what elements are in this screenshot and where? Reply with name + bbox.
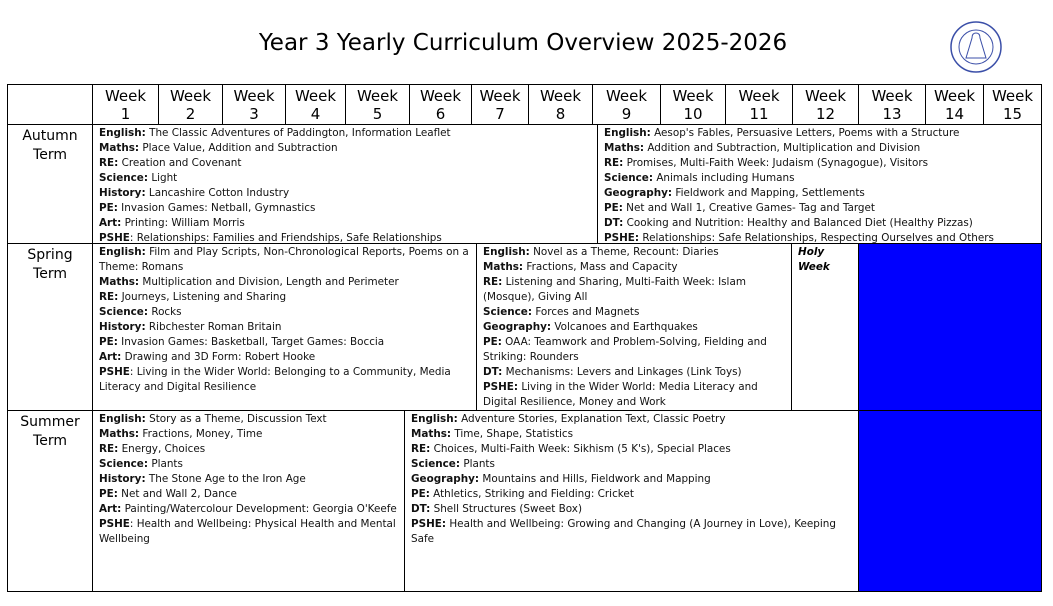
week-number: 13 bbox=[882, 105, 902, 123]
subject-entry bbox=[99, 216, 591, 231]
autumn-first-half bbox=[93, 125, 598, 244]
subject-name: Geography: bbox=[604, 187, 673, 199]
subject-name: Science: bbox=[99, 458, 149, 470]
subject-topics: Athletics, Striking and Fielding: Cricket bbox=[429, 488, 634, 500]
page-title: Year 3 Yearly Curriculum Overview 2025-2026 bbox=[258, 30, 788, 56]
subject-name: Science: bbox=[604, 172, 654, 184]
subject-entry bbox=[411, 412, 852, 427]
subject-name: PSHE: bbox=[411, 518, 447, 530]
subject-name: English: bbox=[99, 413, 146, 425]
subject-entry bbox=[483, 275, 785, 305]
subject-name: English: bbox=[411, 413, 458, 425]
week-header-1 bbox=[93, 85, 159, 125]
subject-entry bbox=[604, 141, 1035, 156]
subject-topics: Painting/Watercolour Development: Georgia O'Keefe bbox=[121, 503, 397, 515]
subject-name: Science: bbox=[411, 458, 461, 470]
week-number: 11 bbox=[749, 105, 769, 123]
subject-name: English: bbox=[99, 127, 146, 139]
subject-topics: OAA: Teamwork and Problem-Solving, Fielding and Striking: Rounders bbox=[483, 336, 767, 363]
subject-entry bbox=[604, 156, 1035, 171]
school-crest-logo bbox=[950, 21, 1002, 73]
subject-name: PE: bbox=[99, 488, 118, 500]
subject-entry bbox=[411, 487, 852, 502]
subject-entry bbox=[99, 171, 591, 186]
subject-entry bbox=[411, 427, 852, 442]
subject-topics: Lancashire Cotton Industry bbox=[145, 187, 290, 199]
subject-topics: : Health and Wellbeing: Physical Health and Mental Wellbeing bbox=[99, 518, 396, 545]
week-number: 14 bbox=[944, 105, 965, 123]
week-header-2 bbox=[159, 85, 223, 125]
subject-entry bbox=[99, 517, 398, 547]
week-number: 15 bbox=[1002, 105, 1023, 123]
subject-topics: Film and Play Scripts, Non-Chronological Reports, Poems on a Theme: Romans bbox=[99, 246, 469, 273]
subject-topics: Journeys, Listening and Sharing bbox=[118, 291, 287, 303]
subject-entry bbox=[99, 186, 591, 201]
week-number: 9 bbox=[621, 105, 632, 123]
week-header-9 bbox=[593, 85, 661, 125]
subject-topics: Invasion Games: Basketball, Target Games: Boccia bbox=[117, 336, 385, 348]
subject-entry bbox=[483, 365, 785, 380]
subject-name: RE: bbox=[604, 157, 624, 169]
subject-name: PE: bbox=[483, 336, 502, 348]
subject-topics: : Living in the Wider World: Belonging to a Community, Media Literacy and Digital Resilience bbox=[99, 366, 451, 393]
subject-name: PSHE: bbox=[604, 232, 640, 244]
week-label: Week bbox=[804, 87, 847, 105]
term-name: Summer bbox=[20, 414, 80, 430]
subject-topics: Fractions, Mass and Capacity bbox=[523, 261, 678, 273]
subject-topics: Fractions, Money, Time bbox=[139, 428, 263, 440]
week-label: Week bbox=[672, 87, 714, 105]
week-header-10 bbox=[661, 85, 726, 125]
week-header-7 bbox=[472, 85, 529, 125]
autumn-second-half bbox=[598, 125, 1041, 244]
subject-entry bbox=[99, 472, 398, 487]
subject-topics: Plants bbox=[460, 458, 495, 470]
subject-name: Science: bbox=[99, 172, 149, 184]
subject-entry bbox=[99, 427, 398, 442]
week-number: 5 bbox=[372, 105, 383, 123]
subject-entry bbox=[99, 201, 591, 216]
subject-topics: Choices, Multi-Faith Week: Sikhism (5 K's), Special Places bbox=[430, 443, 731, 455]
week-label: Week bbox=[356, 87, 399, 105]
summer-first-half bbox=[93, 411, 405, 591]
subject-name: Maths: bbox=[99, 142, 140, 154]
subject-topics: Energy, Choices bbox=[118, 443, 206, 455]
holy-week-label: Week bbox=[798, 261, 830, 273]
subject-name: PE: bbox=[99, 336, 118, 348]
autumn-term-label bbox=[8, 125, 93, 244]
subject-entry bbox=[99, 457, 398, 472]
subject-topics: Plants bbox=[148, 458, 183, 470]
subject-topics: Volcanoes and Earthquakes bbox=[551, 321, 698, 333]
week-header-6 bbox=[410, 85, 472, 125]
subject-name: DT: bbox=[483, 366, 503, 378]
subject-name: Art: bbox=[99, 217, 122, 229]
subject-name: History: bbox=[99, 321, 146, 333]
subject-name: Maths: bbox=[411, 428, 452, 440]
subject-entry bbox=[483, 380, 785, 410]
subject-name: Maths: bbox=[604, 142, 645, 154]
subject-name: Maths: bbox=[483, 261, 524, 273]
subject-topics: Net and Wall 2, Dance bbox=[117, 488, 237, 500]
subject-name: DT: bbox=[411, 503, 431, 515]
week-label: Week bbox=[479, 87, 521, 105]
subject-entry bbox=[411, 457, 852, 472]
week-header-3 bbox=[223, 85, 286, 125]
subject-topics: Fieldwork and Mapping, Settlements bbox=[672, 187, 865, 199]
subject-topics: Aesop's Fables, Persuasive Letters, Poems with a Structure bbox=[650, 127, 960, 139]
week-header-11 bbox=[726, 85, 793, 125]
week-label: Week bbox=[738, 87, 780, 105]
subject-topics: Drawing and 3D Form: Robert Hooke bbox=[121, 351, 316, 363]
subject-topics: Animals including Humans bbox=[653, 172, 795, 184]
subject-name: PE: bbox=[411, 488, 430, 500]
subject-name: History: bbox=[99, 187, 146, 199]
subject-entry bbox=[604, 216, 1035, 231]
week-number: 10 bbox=[683, 105, 703, 123]
subject-name: English: bbox=[604, 127, 651, 139]
subject-name: PSHE bbox=[99, 518, 130, 530]
subject-name: PSHE bbox=[99, 366, 130, 378]
week-label: Week bbox=[169, 87, 212, 105]
term-word: Term bbox=[33, 266, 67, 282]
subject-topics: The Stone Age to the Iron Age bbox=[145, 473, 306, 485]
subject-topics: Rocks bbox=[148, 306, 182, 318]
subject-entry bbox=[99, 320, 470, 335]
holy-week-cell bbox=[792, 244, 859, 411]
week-header-12 bbox=[793, 85, 859, 125]
subject-entry bbox=[99, 126, 591, 141]
week-label: Week bbox=[871, 87, 913, 105]
subject-entry bbox=[99, 502, 398, 517]
subject-entry bbox=[483, 335, 785, 365]
subject-name: History: bbox=[99, 473, 146, 485]
summer-blank-block bbox=[859, 411, 1041, 591]
subject-topics: Cooking and Nutrition: Healthy and Balanced Diet (Healthy Pizzas) bbox=[623, 217, 973, 229]
subject-topics: Listening and Sharing, Multi-Faith Week: Islam (Mosque), Giving All bbox=[483, 276, 746, 303]
week-label: Week bbox=[104, 87, 147, 105]
subject-entry bbox=[483, 320, 785, 335]
spring-term-label bbox=[8, 244, 93, 411]
spring-first-half bbox=[93, 244, 477, 411]
subject-topics: Ribchester Roman Britain bbox=[145, 321, 282, 333]
subject-entry bbox=[99, 442, 398, 457]
subject-topics: Mechanisms: Levers and Linkages (Link Toys) bbox=[502, 366, 742, 378]
week-header-14 bbox=[926, 85, 984, 125]
term-word: Term bbox=[33, 433, 67, 449]
week-label: Week bbox=[294, 87, 337, 105]
subject-topics: Time, Shape, Statistics bbox=[451, 428, 574, 440]
subject-topics: Adventure Stories, Explanation Text, Classic Poetry bbox=[457, 413, 726, 425]
subject-entry bbox=[604, 126, 1035, 141]
subject-topics: Mountains and Hills, Fieldwork and Mapping bbox=[479, 473, 711, 485]
subject-name: Maths: bbox=[99, 276, 140, 288]
week-number: 6 bbox=[435, 105, 446, 123]
subject-topics: Multiplication and Division, Length and Perimeter bbox=[139, 276, 399, 288]
subject-entry bbox=[483, 245, 785, 260]
week-number: 2 bbox=[185, 105, 196, 123]
subject-topics: Creation and Covenant bbox=[118, 157, 242, 169]
subject-entry bbox=[99, 305, 470, 320]
subject-topics: Invasion Games: Netball, Gymnastics bbox=[117, 202, 316, 214]
week-label: Week bbox=[605, 87, 648, 105]
subject-name: Art: bbox=[99, 503, 122, 515]
week-label: Week bbox=[991, 87, 1034, 105]
subject-topics: Forces and Magnets bbox=[532, 306, 640, 318]
spring-second-half bbox=[477, 244, 792, 411]
subject-entry bbox=[604, 171, 1035, 186]
subject-topics: Light bbox=[148, 172, 178, 184]
subject-name: PSHE: bbox=[483, 381, 519, 393]
subject-name: English: bbox=[99, 246, 146, 258]
subject-topics: Living in the Wider World: Media Literacy and Digital Resilience, Money and Work bbox=[483, 381, 758, 408]
week-header-5 bbox=[346, 85, 410, 125]
subject-topics: Printing: William Morris bbox=[121, 217, 245, 229]
subject-name: Maths: bbox=[99, 428, 140, 440]
subject-name: PE: bbox=[99, 202, 118, 214]
subject-entry bbox=[483, 260, 785, 275]
subject-name: RE: bbox=[99, 443, 119, 455]
subject-entry bbox=[99, 335, 470, 350]
subject-entry bbox=[99, 365, 470, 395]
subject-entry bbox=[99, 290, 470, 305]
subject-entry bbox=[99, 350, 470, 365]
subject-name: RE: bbox=[99, 157, 119, 169]
subject-topics: Story as a Theme, Discussion Text bbox=[145, 413, 327, 425]
subject-topics: The Classic Adventures of Paddington, Information Leaflet bbox=[145, 127, 451, 139]
holy-week-label: Holy bbox=[798, 246, 825, 258]
subject-topics: Shell Structures (Sweet Box) bbox=[430, 503, 582, 515]
subject-entry bbox=[483, 305, 785, 320]
term-word: Term bbox=[33, 147, 67, 163]
subject-topics: Net and Wall 1, Creative Games- Tag and Target bbox=[622, 202, 875, 214]
subject-entry bbox=[604, 186, 1035, 201]
subject-name: PE: bbox=[604, 202, 623, 214]
corner-cell bbox=[8, 85, 93, 125]
week-number: 4 bbox=[310, 105, 321, 123]
week-number: 3 bbox=[249, 105, 259, 123]
subject-name: Art: bbox=[99, 351, 122, 363]
curriculum-table bbox=[7, 84, 1042, 592]
week-number: 1 bbox=[120, 105, 131, 123]
subject-name: PSHE bbox=[99, 232, 130, 244]
subject-name: Science: bbox=[99, 306, 149, 318]
week-label: Week bbox=[233, 87, 275, 105]
week-number: 8 bbox=[555, 105, 566, 123]
subject-topics: Relationships: Safe Relationships, Respecting Ourselves and Others bbox=[639, 232, 994, 244]
subject-name: English: bbox=[483, 246, 530, 258]
spring-blank-block bbox=[859, 244, 1041, 411]
subject-name: RE: bbox=[99, 291, 119, 303]
subject-entry bbox=[411, 442, 852, 457]
week-number: 12 bbox=[815, 105, 836, 123]
subject-name: RE: bbox=[411, 443, 431, 455]
term-name: Autumn bbox=[22, 128, 78, 144]
week-label: Week bbox=[933, 87, 976, 105]
subject-name: Science: bbox=[483, 306, 533, 318]
subject-name: DT: bbox=[604, 217, 624, 229]
subject-name: Geography: bbox=[483, 321, 552, 333]
subject-name: Geography: bbox=[411, 473, 480, 485]
week-number: 7 bbox=[495, 105, 505, 123]
subject-topics: : Relationships: Families and Friendships, Safe Relationships bbox=[129, 232, 442, 244]
subject-entry bbox=[411, 472, 852, 487]
subject-entry bbox=[99, 156, 591, 171]
summer-second-half bbox=[405, 411, 859, 591]
summer-term-label bbox=[8, 411, 93, 591]
term-name: Spring bbox=[27, 247, 73, 263]
subject-topics: Place Value, Addition and Subtraction bbox=[139, 142, 338, 154]
subject-topics: Addition and Subtraction, Multiplication and Division bbox=[644, 142, 921, 154]
week-label: Week bbox=[539, 87, 582, 105]
subject-entry bbox=[99, 245, 470, 275]
subject-name: RE: bbox=[483, 276, 503, 288]
subject-entry bbox=[411, 502, 852, 517]
week-header-8 bbox=[529, 85, 593, 125]
subject-entry bbox=[99, 141, 591, 156]
week-label: Week bbox=[419, 87, 462, 105]
subject-entry bbox=[99, 412, 398, 427]
subject-entry bbox=[604, 201, 1035, 216]
subject-topics: Promises, Multi-Faith Week: Judaism (Synagogue), Visitors bbox=[623, 157, 929, 169]
subject-entry bbox=[411, 517, 852, 547]
week-header-4 bbox=[286, 85, 346, 125]
subject-entry bbox=[99, 487, 398, 502]
subject-entry bbox=[99, 275, 470, 290]
subject-topics: Novel as a Theme, Recount: Diaries bbox=[529, 246, 719, 258]
week-header-15 bbox=[984, 85, 1041, 125]
week-header-13 bbox=[859, 85, 926, 125]
subject-topics: Health and Wellbeing: Growing and Changing (A Journey in Love), Keeping Safe bbox=[411, 518, 836, 545]
